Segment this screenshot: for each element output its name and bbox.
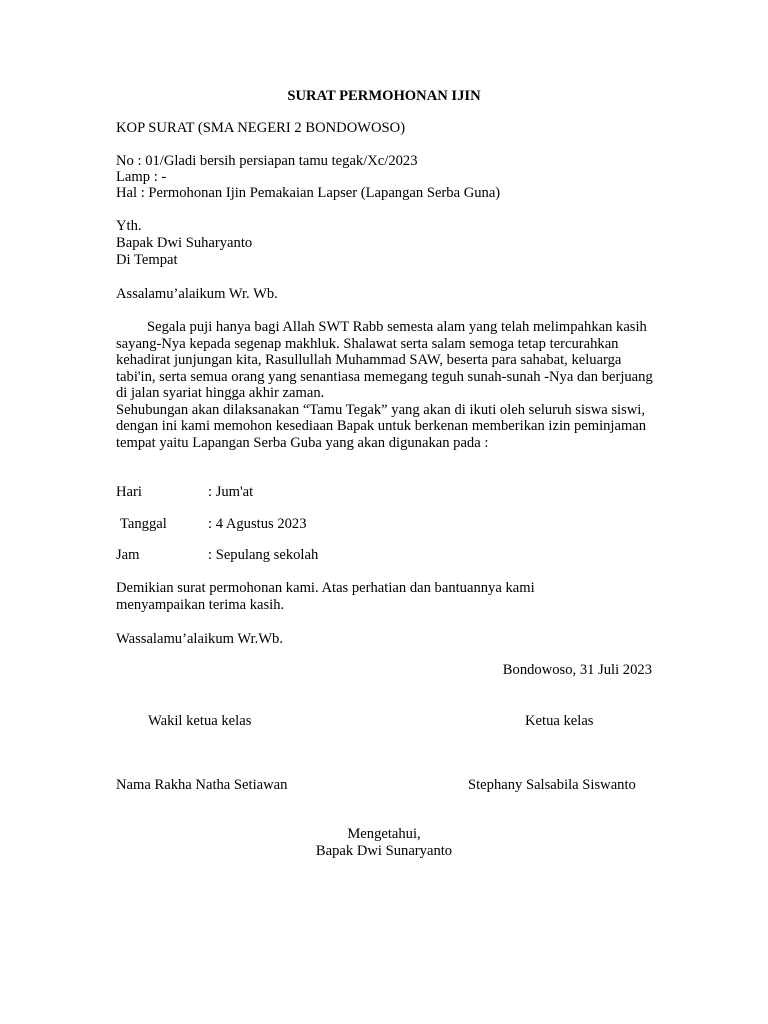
place-date: Bondowoso, 31 Juli 2023 <box>502 662 652 678</box>
right-signatory-title: Ketua kelas <box>525 713 594 729</box>
reference-attachment: Lamp : - <box>116 169 167 185</box>
date-value: : 4 Agustus 2023 <box>208 516 307 532</box>
recipient-place: Di Tempat <box>116 252 178 268</box>
closing-paragraph: Demikian surat permohonan kami. Atas perhatian dan bantuannya kami menyampaikan terima kasih. <box>116 580 535 613</box>
closing-greeting: Wassalamu’alaikum Wr.Wb. <box>116 631 283 647</box>
reference-subject: Hal : Permohonan Ijin Pemakaian Lapser (Lapangan Serba Guna) <box>116 185 501 201</box>
letterhead: KOP SURAT (SMA NEGERI 2 BONDOWOSO) <box>116 120 406 136</box>
letter-title: SURAT PERMOHONAN IJIN <box>287 88 481 104</box>
time-value: : Sepulang sekolah <box>208 547 319 563</box>
letter-body <box>116 319 656 451</box>
day-value: : Jum'at <box>208 484 254 500</box>
acknowledgement-name: Bapak Dwi Sunaryanto <box>315 843 453 859</box>
date-label: Tanggal <box>120 516 167 532</box>
time-label: Jam <box>116 547 140 563</box>
day-label: Hari <box>116 484 142 500</box>
reference-number: No : 01/Gladi bersih persiapan tamu tegak/Xc/2023 <box>116 153 418 169</box>
body-paragraph-2: Sehubungan akan dilaksanakan “Tamu Tegak” yang akan di ikuti oleh seluruh siswa siswi, dengan ini kami memohon kesediaan Bapak untuk berkenan memberikan izin peminjaman tempat yaitu Lapangan Serba Guba yang akan digunakan pada : <box>116 401 647 451</box>
right-signatory-name: Stephany Salsabila Siswanto <box>468 777 636 793</box>
body-paragraph-1: Segala puji hanya bagi Allah SWT Rabb semesta alam yang telah melimpahkan kasih sayang-Nya kepada segenap makhluk. Shalawat serta salam semoga tetap tercurahkan kehadirat junjungan kita, Rasullullah Muhammad SAW, beserta para sahabat, keluarga tabi'in, serta semua orang yang senantiasa memegang teguh sunah-sunah -Nya dan berjuang di jalan syariat hingga akhir zaman. <box>116 319 653 401</box>
opening-greeting: Assalamu’alaikum Wr. Wb. <box>116 286 278 302</box>
recipient-salutation: Yth. <box>116 218 142 234</box>
recipient-name: Bapak Dwi Suharyanto <box>116 235 253 251</box>
acknowledgement-label: Mengetahui, <box>347 826 421 842</box>
left-signatory-title: Wakil ketua kelas <box>148 713 252 729</box>
left-signatory-name: Nama Rakha Natha Setiawan <box>116 777 288 793</box>
